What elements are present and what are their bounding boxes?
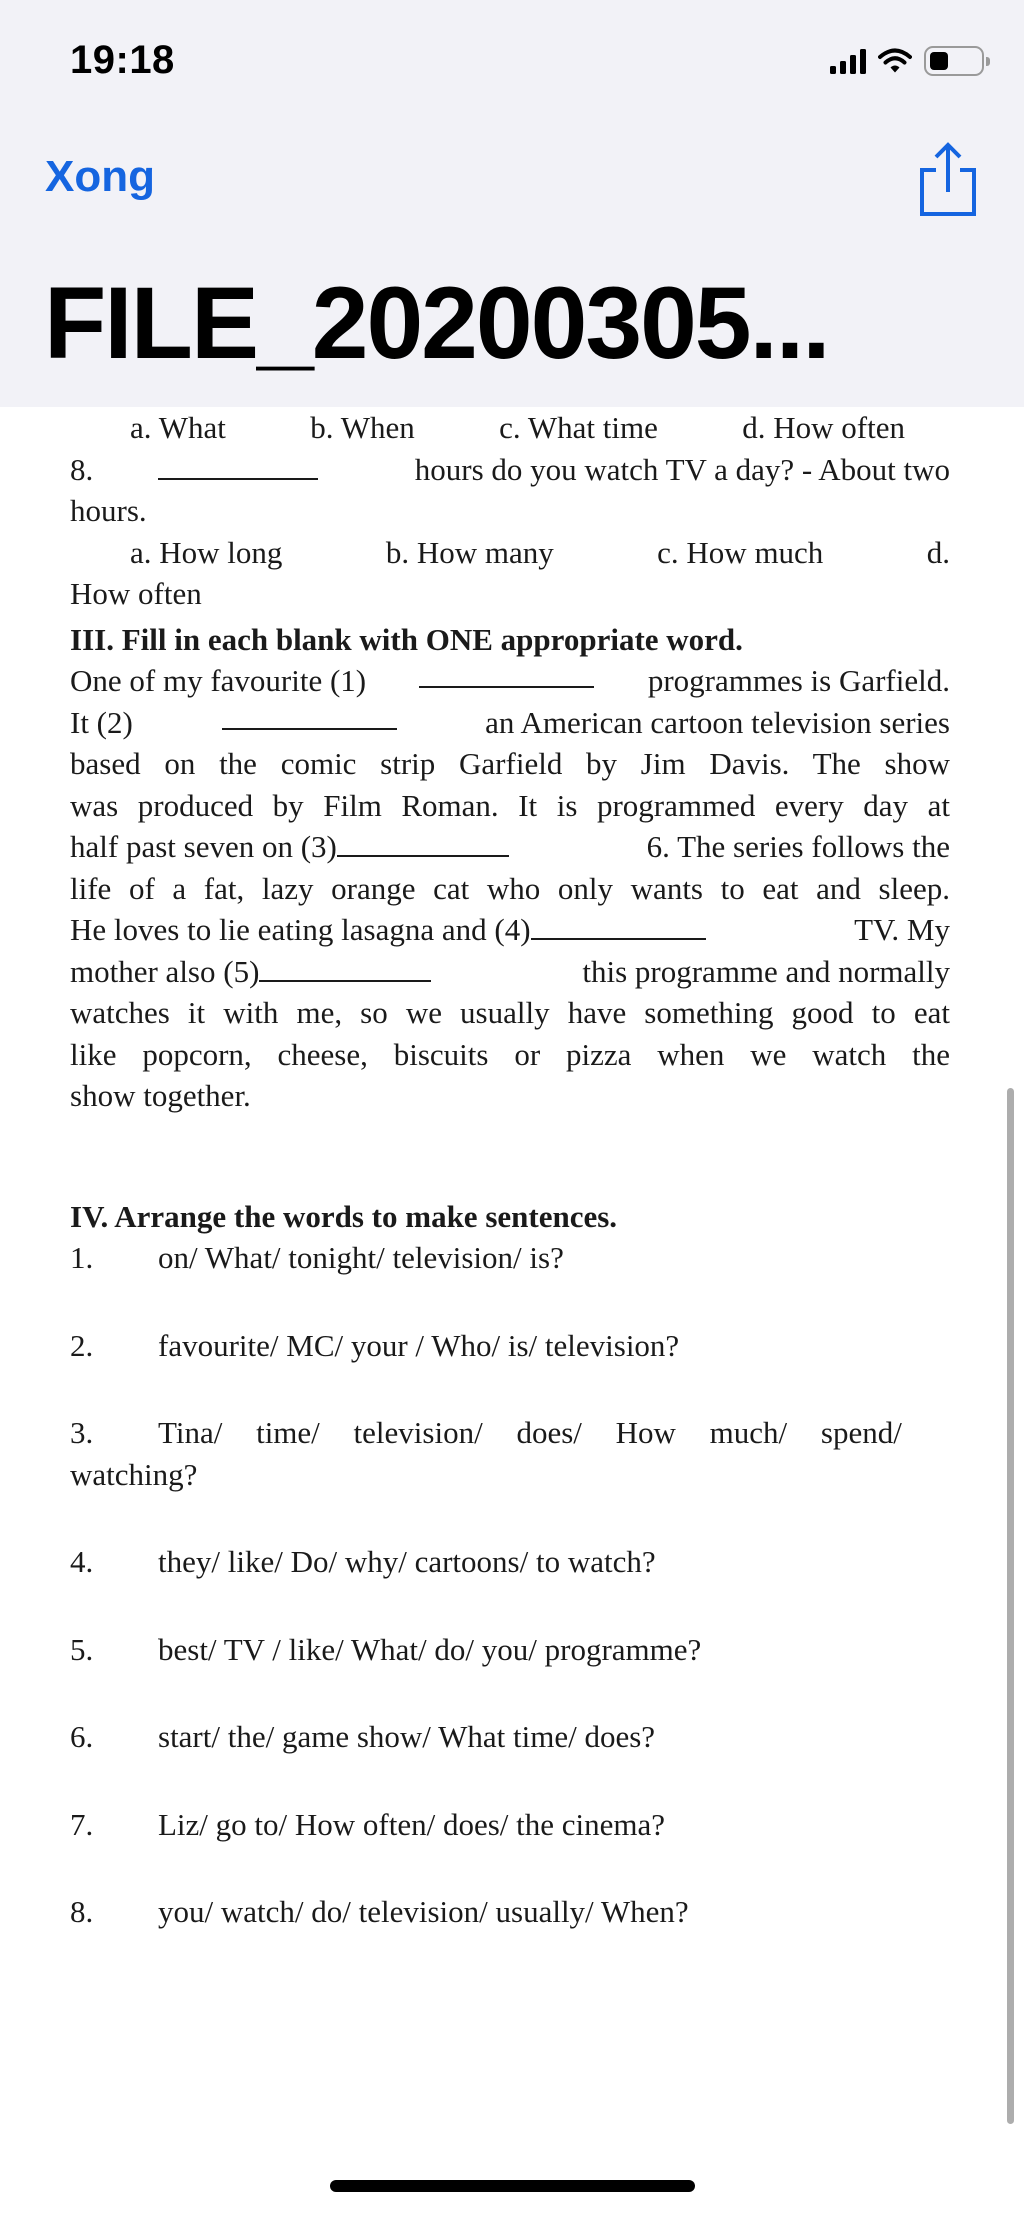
passage-line: [70, 826, 950, 868]
nav-header: [0, 0, 1024, 407]
passage-text: 6. The series follows the: [646, 829, 950, 864]
q8-option-a: a. How long: [130, 534, 283, 570]
item-number: 2.: [70, 1327, 94, 1363]
passage-text: mother also (5): [70, 953, 260, 989]
q7-option-d: d. How often: [742, 410, 905, 445]
passage-blank-4: [531, 912, 706, 940]
item-number: 4.: [70, 1544, 94, 1579]
list-item: [70, 1325, 950, 1367]
wifi-icon: [878, 48, 912, 74]
q8-question: [70, 449, 950, 491]
passage-blank-5: [259, 954, 431, 982]
item-text: Tina/ time/ television/ does/ How much/ spend/: [158, 1415, 902, 1450]
passage-text: programmes is Garfield.: [647, 663, 950, 698]
passage-line: [70, 702, 950, 744]
passage-text: He loves to lie eating lasagna and (4): [70, 912, 531, 947]
scrollbar[interactable]: [1007, 1088, 1014, 2124]
q8-text-cont: hours.: [70, 493, 147, 528]
item-text: you/ watch/ do/ television/ usually/ When?: [158, 1894, 689, 1929]
passage-line: based on the comic strip Garfield by Jim Davis. The show: [70, 746, 950, 781]
passage-blank-2: [222, 702, 397, 730]
q7-option-a: a. What: [130, 410, 226, 445]
list-item: [70, 1716, 950, 1758]
item-number: 7.: [70, 1806, 94, 1842]
item-text: best/ TV / like/ What/ do/ you/ programme?: [158, 1631, 702, 1667]
home-indicator[interactable]: [330, 2180, 695, 2192]
q7-options: [70, 407, 950, 449]
passage-line: life of a fat, lazy orange cat who only wants to eat and sleep.: [70, 870, 950, 906]
q7-option-b: b. When: [310, 410, 415, 445]
passage-text: half past seven on (3): [70, 829, 337, 864]
q8-option-c: c. How much: [657, 534, 824, 570]
passage-text: It (2): [70, 704, 133, 740]
list-item: [70, 1629, 950, 1671]
list-item: [70, 1237, 950, 1279]
passage-text: TV. My: [854, 912, 950, 947]
battery-icon: [924, 46, 984, 76]
passage-line: [70, 909, 950, 951]
item-text: on/ What/ tonight/ television/ is?: [158, 1240, 564, 1275]
passage-line: show together.: [70, 1078, 251, 1113]
passage-blank-3: [337, 829, 509, 857]
item-line: [70, 1412, 950, 1454]
passage-line: was produced by Film Roman. It is programmed every day at: [70, 787, 950, 823]
item-number: 8.: [70, 1894, 94, 1929]
share-icon[interactable]: [916, 140, 980, 220]
list-item: [70, 1804, 950, 1846]
passage-text: an American cartoon television series: [485, 704, 950, 740]
done-button[interactable]: Xong: [45, 152, 155, 201]
list-item: [70, 1412, 950, 1495]
passage-line: [70, 660, 950, 702]
list-item: [70, 1541, 950, 1583]
item-text: they/ like/ Do/ why/ cartoons/ to watch?: [158, 1544, 656, 1579]
passage-line: like popcorn, cheese, biscuits or pizza when we watch the: [70, 1036, 950, 1072]
cellular-signal-icon: [830, 48, 866, 74]
q7-option-c: c. What time: [499, 410, 658, 445]
item-text: start/ the/ game show/ What time/ does?: [158, 1719, 656, 1754]
item-number: 3.: [70, 1415, 94, 1450]
q8-option-b: b. How many: [385, 534, 554, 570]
status-icons: [830, 44, 984, 78]
q8-options: [70, 532, 950, 574]
list-item: [70, 1891, 950, 1933]
passage-text: One of my favourite (1): [70, 663, 367, 698]
q8-option-d-text: How often: [70, 576, 202, 611]
q8-text: hours do you watch TV a day? - About two: [414, 451, 950, 487]
item-number: 5.: [70, 1631, 94, 1667]
section-3-title: III. Fill in each blank with ONE appropriate word.: [70, 621, 743, 657]
passage-text: this programme and normally: [582, 953, 950, 989]
q8-option-d: d.: [926, 534, 950, 570]
section-4-title: IV. Arrange the words to make sentences.: [70, 1198, 618, 1234]
item-number: 6.: [70, 1719, 94, 1754]
passage-line: [70, 951, 950, 993]
q8-blank: [158, 452, 318, 480]
item-text: favourite/ MC/ your / Who/ is/ television?: [158, 1327, 680, 1363]
item-text-cont: watching?: [70, 1456, 198, 1492]
item-text: Liz/ go to/ How often/ does/ the cinema?: [158, 1806, 666, 1842]
status-time: 19:18: [70, 38, 175, 82]
q8-number: 8.: [70, 451, 94, 487]
passage-blank-1: [419, 660, 594, 688]
item-number: 1.: [70, 1240, 94, 1275]
passage-line: watches it with me, so we usually have something good to eat: [70, 995, 950, 1030]
document-title: FILE_20200305...: [44, 266, 829, 380]
document-body: [70, 407, 950, 1933]
